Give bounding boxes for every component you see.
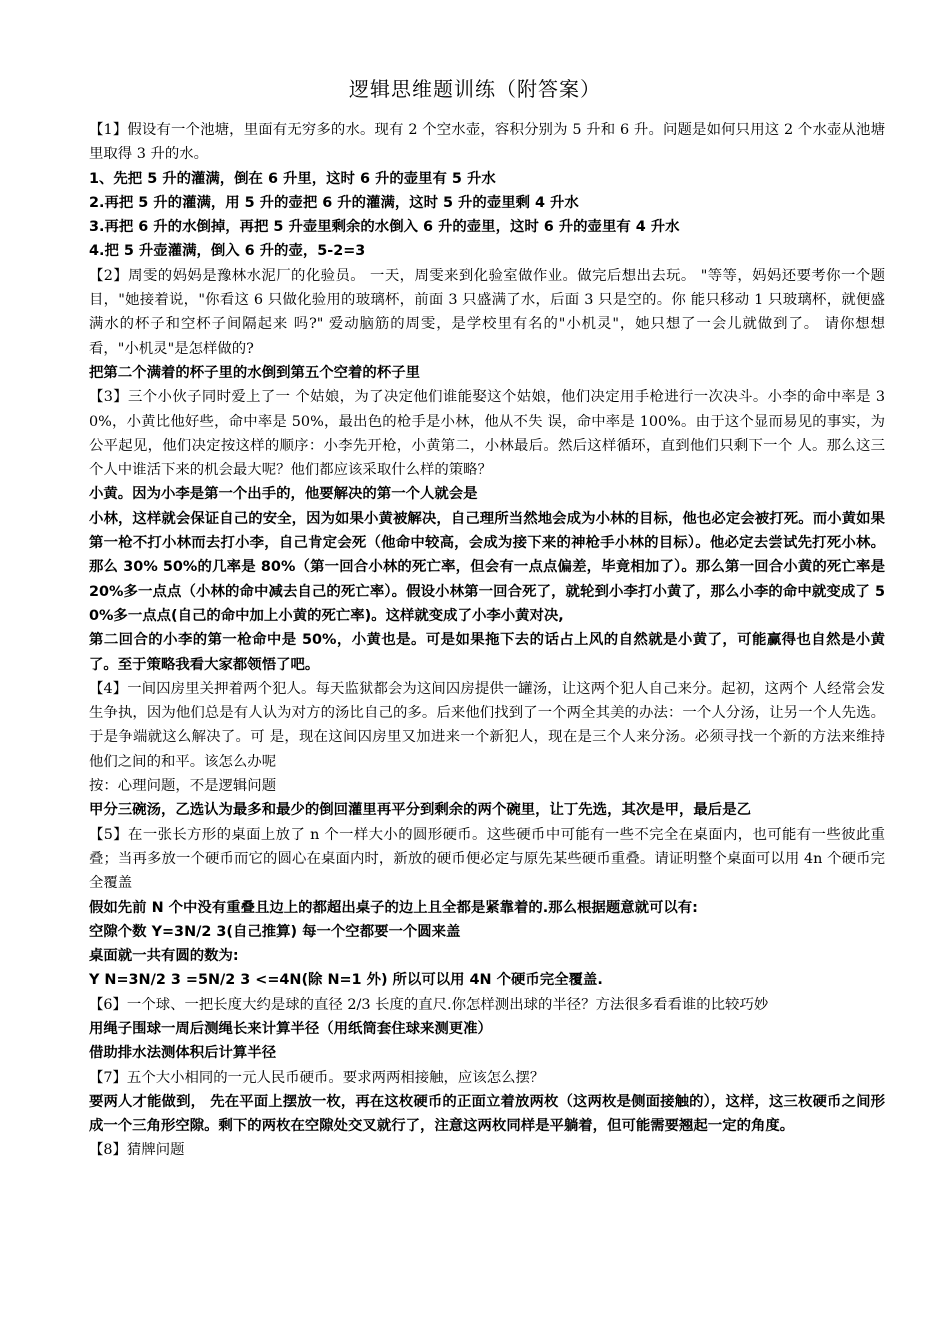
answer-6-method-2: 借助排水法测体积后计算半径 <box>89 1045 277 1062</box>
answer-5-part-3: 桌面就一共有圆的数为: <box>89 948 239 965</box>
question-4-note: 按：心理问题，不是逻辑问题 <box>89 778 277 795</box>
answer-7: 要两人才能做到， 先在平面上摆放一枚，再在这枚硬币的正面立着放两枚（这两枚是侧面接触的），这样，这三枚硬币之间形成一个三角形空隙。剩下的两枚在空隙处交叉就行了，注意这两枚同样是平躺着，但可能需要翘起一定的角度。 <box>89 1093 885 1135</box>
question-8: 【8】猜牌问题 <box>89 1142 185 1159</box>
question-1: 【1】假设有一个池塘，里面有无穷多的水。现有 2 个空水壶，容积分别为 5 升和 6 升。问题是如何只用这 2 个水壶从池塘里取得 3 升的水。 <box>89 122 885 163</box>
question-4: 【4】一间囚房里关押着两个犯人。每天监狱都会为这间囚房提供一罐汤，让这两个犯人自己来分。起初，这两个 人经常会发生争执，因为他们总是有人认为对方的汤比自己的多。后来他们找到了一个两全其美的办法：一个人分汤，让另一个人先选。于是争端就这么解决了。可 是，现在这间囚房里又加进来一个新犯人，现在是三个人来分汤。必须寻找一个新的方法来维持他们之间的和平。该怎么办呢 <box>89 680 885 770</box>
question-7: 【7】五个大小相同的一元人民币硬币。要求两两相接触，应该怎么摆？ <box>89 1069 545 1086</box>
answer-6-method-1: 用绳子围球一周后测绳长来计算半径（用纸筒套住球来测更准） <box>89 1020 492 1037</box>
answer-5-part-4: Y N=3N/2 3 =5N/2 3 <=4N(除 N=1 外) 所以可以用 4N 个硬币完全覆盖. <box>89 972 603 989</box>
answer-1-step-2: 2.再把 5 升的灌满，用 5 升的壶把 6 升的灌满，这时 5 升的壶里剩 4 升水 <box>89 194 579 211</box>
answer-5-part-1: 假如先前 N 个中没有重叠且边上的都超出桌子的边上且全都是紧靠着的.那么根据题意就可以有: <box>89 899 698 916</box>
question-3: 【3】三个小伙子同时爱上了一 个姑娘，为了决定他们谁能娶这个姑娘，他们决定用手枪进行一次决斗。小李的命中率是 30%，小黄比他好些，命中率是 50%，最出色的枪手是小林，他从不失 误，命中率是 100%。由于这个显而易见的事实，为公平起见，他们决定按这样的顺序：小李先开枪，小黄第二，小林最后。然后这样循环，直到他们只剩下一个 人。那么这三个人中谁活下来的机会最大呢？他们都应该采取什么样的策略？ <box>89 389 885 479</box>
document-title: 逻辑思维题训练（附答案） <box>349 77 601 101</box>
question-2: 【2】周雯的妈妈是豫林水泥厂的化验员。 一天，周雯来到化验室做作业。做完后想出去玩。 "等等，妈妈还要考你一个题目，"她接着说，"你看这 6 只做化验用的玻璃杯，前面 3 只盛满了水，后面 3 只是空的。你 能只移动 1 只玻璃杯，就便盛满水的杯子和空杯子间隔起来 吗?" 爱动脑筋的周雯，是学校里有名的"小机灵"，她只想了一会儿就做到了。 请你想想看，"小机灵"是怎样做的? <box>89 267 885 357</box>
question-6: 【6】一个球、一把长度大约是球的直径 2/3 长度的直尺.你怎样测出球的半径？方法很多看看谁的比较巧妙 <box>89 996 769 1013</box>
answer-5-part-2: 空隙个数 Y=3N/2 3(自己推算) 每一个空都要一个圆来盖 <box>89 923 461 940</box>
answer-3-part-1: 小黄。因为小李是第一个出手的，他要解决的第一个人就会是 <box>89 486 478 503</box>
answer-4: 甲分三碗汤，乙选认为最多和最少的倒回灌里再平分到剩余的两个碗里，让丁先选，其次是甲，最后是乙 <box>89 802 751 819</box>
answer-1-step-3: 3.再把 6 升的水倒掉，再把 5 升壶里剩余的水倒入 6 升的壶里，这时 6 升的壶里有 4 升水 <box>89 219 680 236</box>
question-5: 【5】在一张长方形的桌面上放了 n 个一样大小的圆形硬币。这些硬币中可能有一些不完全在桌面内，也可能有一些彼此重叠；当再多放一个硬币而它的圆心在桌面内时，新放的硬币便必定与原先某些硬币重叠。请证明整个桌面可以用 4n 个硬币完全覆盖 <box>89 826 885 892</box>
answer-1-step-1: 1、先把 5 升的灌满，倒在 6 升里，这时 6 升的壶里有 5 升水 <box>89 170 496 187</box>
answer-2: 把第二个满着的杯子里的水倒到第五个空着的杯子里 <box>89 364 420 381</box>
document-body <box>89 118 885 1163</box>
answer-3-part-2: 小林，这样就会保证自己的安全，因为如果小黄被解决，自己理所当然地会成为小林的目标，他也必定会被打死。而小黄如果第一枪不打小林而去打小李，自己肯定会死（他命中较高，会成为接下来的神枪手小林的目标）。他必定去尝试先打死小林。那么 30% 50%的几率是 80%（第一回合小林的死亡率，但会有一点点偏差，毕竟相加了）。那么第一回合小黄的死亡率是 20%多一点点（小林的命中减去自己的死亡率）。假设小林第一回合死了，就轮到小李打小黄了，那么小李的命中就变成了 50%多一点点(自己的命中加上小黄的死亡率)。这样就变成了小李小黄对决, <box>89 510 885 624</box>
answer-1-step-4: 4.把 5 升壶灌满，倒入 6 升的壶，5-2=3 <box>89 243 366 260</box>
answer-3-part-3: 第二回合的小李的第一枪命中是 50%，小黄也是。可是如果拖下去的话占上风的自然就是小黄了，可能赢得也自然是小黄了。至于策略我看大家都领悟了吧。 <box>89 632 885 673</box>
